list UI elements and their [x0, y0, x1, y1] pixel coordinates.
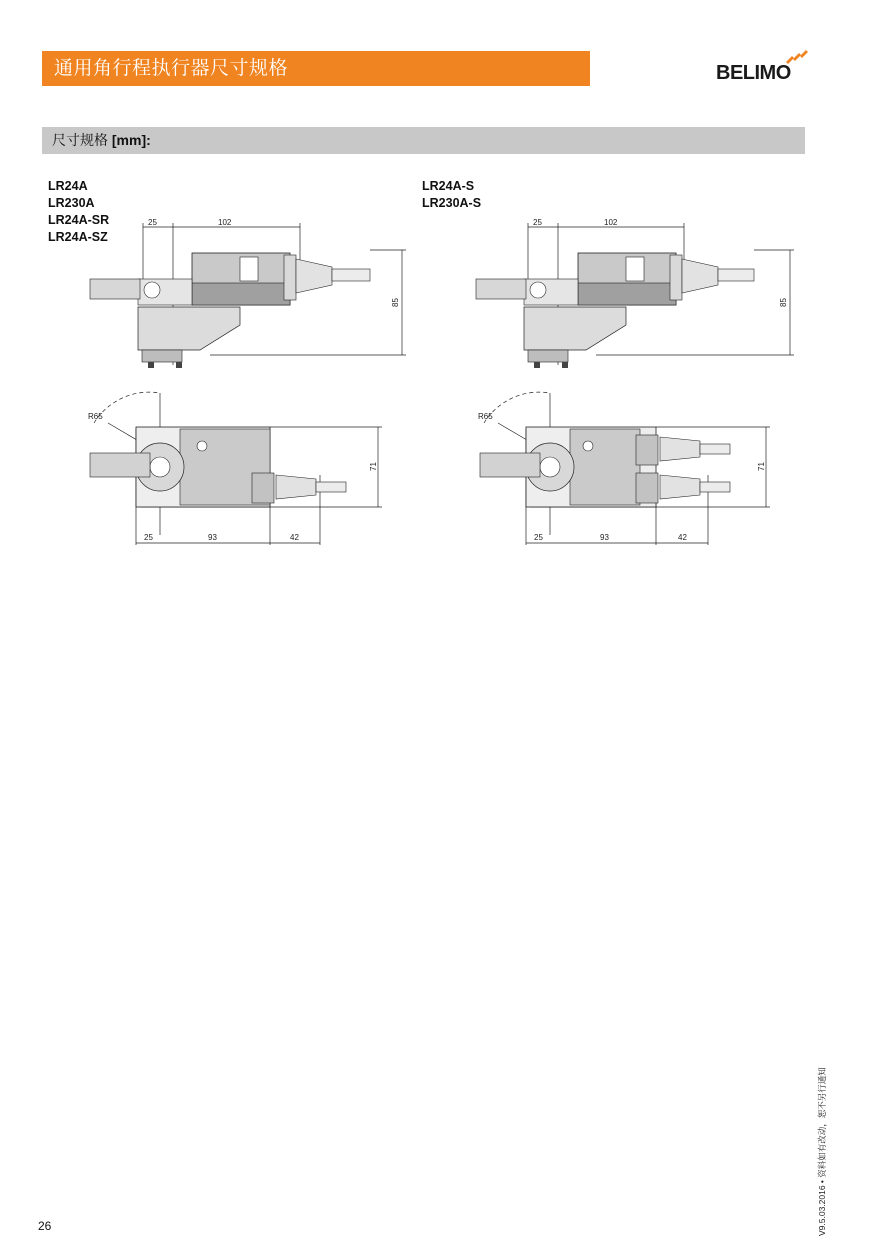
dim-label: 85: [779, 298, 788, 307]
dim-label: 42: [678, 533, 687, 542]
dim-label: 102: [604, 218, 618, 227]
dim-label: 25: [148, 218, 157, 227]
model-name: LR24A: [48, 179, 88, 193]
page-number: 26: [38, 1219, 52, 1233]
page-title: 通用角行程执行器尺寸规格: [42, 51, 590, 86]
section-header: [42, 127, 805, 154]
dim-label: 25: [144, 533, 153, 542]
section-unit: [mm]:: [111, 132, 151, 148]
dim-label: 42: [290, 533, 299, 542]
dim-label: 93: [208, 533, 217, 542]
dim-label: 85: [391, 298, 400, 307]
model-name: LR24A-S: [422, 179, 475, 193]
version-note: V9.5.03.2016 • 资料如有改动，恕不另行通知: [817, 1067, 827, 1236]
side-view-drawing-right: [470, 215, 810, 375]
side-view-drawing-left: [80, 215, 420, 375]
dim-label: 71: [369, 462, 378, 471]
model-name: LR24A-SZ: [48, 230, 108, 244]
section-title: 尺寸规格: [52, 132, 112, 148]
model-name: LR230A-S: [422, 196, 482, 210]
radius-label: R65: [478, 412, 493, 421]
top-view-drawing-left: [80, 385, 400, 560]
dim-label: 71: [757, 462, 766, 471]
top-view-drawing-right: [470, 385, 790, 560]
dim-label: 93: [600, 533, 609, 542]
brand-name: BELIMO: [716, 62, 791, 84]
dim-label: 25: [533, 218, 542, 227]
dim-label: 25: [534, 533, 543, 542]
radius-label: R65: [88, 412, 103, 421]
dim-label: 102: [218, 218, 232, 227]
model-list-right: [422, 178, 481, 212]
model-name: LR230A: [48, 196, 95, 210]
model-name: LR24A-SR: [48, 213, 110, 227]
